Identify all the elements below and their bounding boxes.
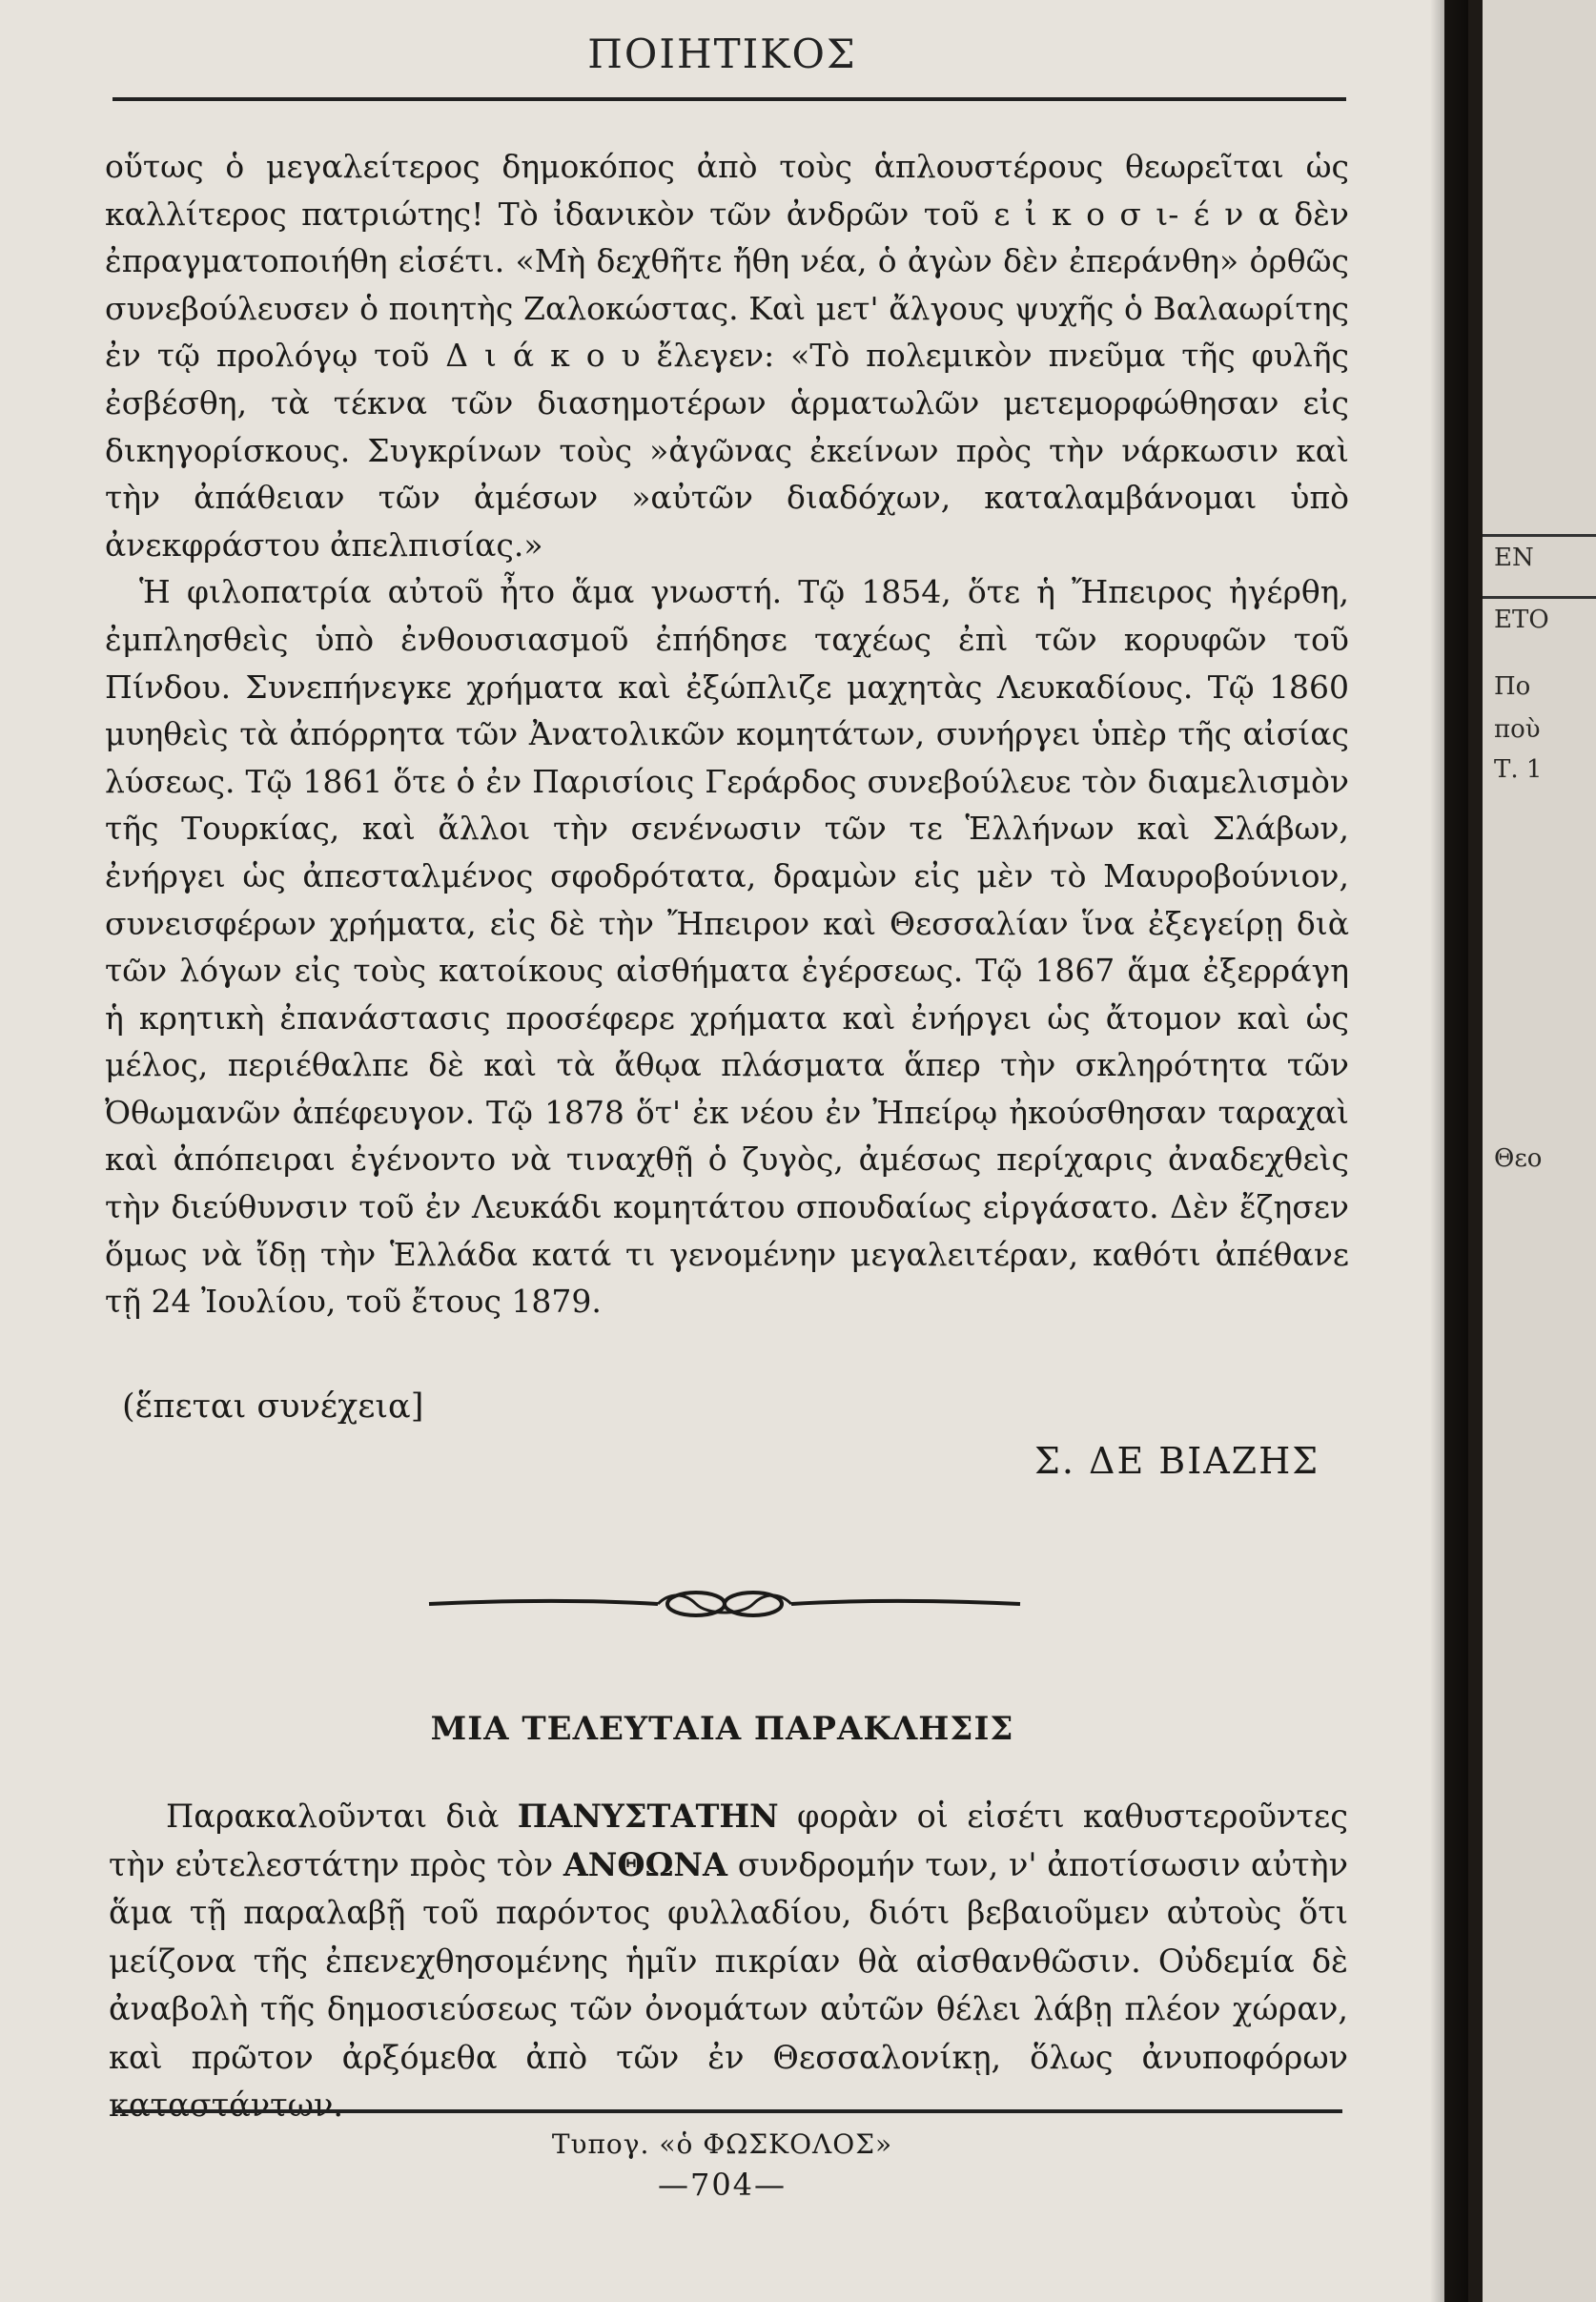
adjacent-rule — [1483, 534, 1596, 537]
adjacent-fragment: ΕΤΟ — [1494, 606, 1549, 634]
notice-emphasis-1: ΠΑΝΥΣΤΑΤΗΝ — [517, 1798, 779, 1835]
notice-text-3: συνδρομήν των, ν' ἀποτίσωσιν αὐτὴν ἅμα τῇ παραλαβῇ τοῦ παρόντος φυλλαδίου, διότι βεβαιοῦμεν αὐτοὺς ὅτι μείζονα τῆς ἐπενεχθησομένης ἡμῖν πικρίαν θὰ αἰσθανθῶσιν. Οὐδεμία δὲ ἀναβολὴ τῆς δημοσιεύσεως τῶν ὀνομάτων αὐτῶν θέλει λάβῃ πλέον χώραν, καὶ πρῶτον ἀρξόμεθα ἀπὸ τῶν ἐν Θεσσαλονίκῃ, ὅλως ἀνυποφόρων καταστάντων. — [109, 1845, 1348, 2124]
adjacent-fragment: ποὺ — [1494, 715, 1541, 744]
notice-text-1: Παρακαλοῦνται διὰ — [166, 1798, 518, 1835]
page-header-title: ΠΟΙΗΤΙΚΟΣ — [587, 31, 857, 77]
page-number: —704— — [657, 2167, 788, 2203]
notice-text-2: φορὰν οἱ εἰσέτι καθυστεροῦντες τὴν εὐτελεστάτην πρὸς τὸν — [109, 1798, 1348, 1883]
article-body — [105, 143, 1349, 1326]
adjacent-fragment: Πο — [1494, 672, 1531, 701]
notice-paragraph — [109, 1793, 1348, 2130]
adjacent-rule — [1483, 596, 1596, 599]
binding-gutter — [1430, 0, 1468, 2302]
adjacent-fragment: Τ. 1 — [1494, 755, 1543, 784]
adjacent-fragment: ΕΝ — [1494, 544, 1534, 572]
notice-emphasis-2: ΑΝΘΩΝΑ — [563, 1845, 728, 1883]
footer-rule — [113, 2109, 1342, 2113]
adjacent-page-edge — [1483, 0, 1596, 2302]
adjacent-fragment: Θεο — [1494, 1144, 1543, 1173]
ornament-divider-icon — [419, 1578, 1030, 1630]
article-paragraph-2: Ἡ φιλοπατρία αὐτοῦ ἦτο ἅμα γνωστή. Τῷ 1854, ὅτε ἡ Ἤπειρος ἠγέρθη, ἐμπλησθεὶς ὑπὸ ἐνθουσιασμοῦ ἐπήδησε ταχέως ἐπὶ τῶν κορυφῶν τοῦ Πίνδου. Συνεπήνεγκε χρήματα καὶ ἐξώπλιζε μαχητὰς Λευκαδίους. Τῷ 1860 μυηθεὶς τὰ ἀπόρρητα τῶν Ἀνατολικῶν κομητάτων, συνήργει ὑπὲρ τῆς αἰσίας λύσεως. Τῷ 1861 ὅτε ὁ ἐν Παρισίοις Γεράρδος συνεβούλευε τὸν διαμελισμὸν τῆς Τουρκίας, καὶ ἄλλοι τὴν σενένωσιν τῶν τε Ἑλλήνων καὶ Σλάβων, ἐνήργει ὡς ἀπεσταλμένος σφοδρότατα, δραμὼν εἰς μὲν τὸ Μαυροβούνιον, συνεισφέρων χρήματα, εἰς δὲ τὴν Ἤπειρον καὶ Θεσσαλίαν ἵνα ἐξεγείρῃ διὰ τῶν λόγων εἰς τοὺς κατοίκους αἰσθήματα ἐγέρσεως. Τῷ 1867 ἅμα ἐξερράγη ἡ κρητικὴ ἐπανάστασις προσέφερε χρήματα καὶ ἐνήργει ὡς ἄτομον καὶ ὡς μέλος, περιέθαλπε δὲ καὶ τὰ ἄθῳα πλάσματα ἅπερ τὴν σκληρότητα τῶν Ὀθωμανῶν ἀπέφευγον. Τῷ 1878 ὅτ' ἐκ νέου ἐν Ἠπείρῳ ἠκούσθησαν ταραχαὶ καὶ ἀπόπειραι ἐγένοντο νὰ τιναχθῇ ὁ ζυγὸς, ἀμέσως περίχαρις ἀναδεχθεὶς τὴν διεύθυνσιν τοῦ ἐν Λευκάδι κομητάτου σπουδαίως εἰργάσατο. Δὲν ἔζησεν ὅμως νὰ ἴδῃ τὴν Ἑλλάδα κατά τι γενομένην μεγαλειτέραν, καθότι ἀπέθανε τῇ 24 Ἰουλίου, τοῦ ἔτους 1879. — [105, 573, 1349, 1321]
article-paragraph-1: οὕτως ὁ μεγαλείτερος δημοκόπος ἀπὸ τοὺς ἁπλουστέρους θεωρεῖται ὡς καλλίτερος πατριώτης! Τὸ ἰδανικὸν τῶν ἀνδρῶν τοῦ ε ἰ κ ο σ ι- έ ν α δὲν ἐπραγματοποιήθη εἰσέτι. «Μὴ δεχθῆτε ἤθη νέα, ὁ ἀγὼν δὲν ἐπεράνθη» ὀρθῶς συνεβούλευσεν ὁ ποιητὴς Ζαλοκώστας. Καὶ μετ' ἄλγους ψυχῆς ὁ Βαλαωρίτης ἐν τῷ προλόγῳ τοῦ Δ ι ά κ ο υ ἔλεγεν: «Τὸ πολεμικὸν πνεῦμα τῆς φυλῆς ἐσβέσθη, τὰ τέκνα τῶν διασημοτέρων ἁρματωλῶν μετεμορφώθησαν εἰς δικηγορίσκους. Συγκρίνων τοὺς »ἀγῶνας ἐκείνων πρὸς τὴν νάρκωσιν καὶ τὴν ἀπάθειαν τῶν ἀμέσων »αὐτῶν διαδόχων, καταλαμβάνομαι ὑπὸ ἀνεκφράστου ἀπελπισίας.» — [105, 148, 1349, 564]
notice-body — [109, 1793, 1348, 2130]
header-rule — [113, 97, 1346, 101]
notice-title: ΜΙΑ ΤΕΛΕΥΤΑΙΑ ΠΑΡΑΚΛΗΣΙΣ — [430, 1710, 1014, 1748]
continued-note: (ἕπεται συνέχεια] — [122, 1387, 424, 1426]
author-signature: Σ. ΔΕ ΒΙΑΖΗΣ — [1034, 1440, 1320, 1482]
printer-credit: Τυπογ. «ὁ ΦΩΣΚΟΛΟΣ» — [551, 2128, 893, 2160]
